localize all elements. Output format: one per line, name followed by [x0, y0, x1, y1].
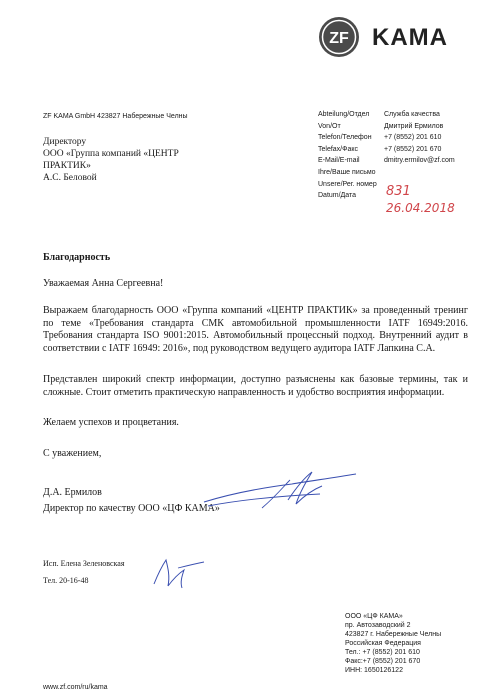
meta-row-fax [318, 145, 493, 157]
meta-row-from [318, 122, 493, 134]
meta-label: Ihre/Ваше письмо [318, 168, 376, 176]
zf-emblem-text: ZF [329, 30, 349, 47]
recipient-line: ООО «Группа компаний «ЦЕНТР [43, 149, 179, 159]
meta-value: Дмитрий Ермилов [384, 122, 444, 130]
zf-emblem-logo [318, 16, 360, 58]
meta-value: +7 (8552) 201 610 [384, 134, 442, 142]
executor-phone: Тел. 20-16-48 [43, 576, 89, 585]
meta-label: E-Mail/E-mail [318, 157, 360, 165]
executor-name: Исп. Елена Зеленовская [43, 559, 125, 568]
handwritten-reg-number: 831 [386, 184, 411, 199]
footer-address-line: 423827 г. Набережные Челны [345, 631, 442, 638]
recipient-block [43, 136, 243, 184]
handwritten-date: 26.04.2018 [386, 201, 455, 215]
footer-address-line: Факс:+7 (8552) 201 670 [345, 658, 421, 665]
meta-label: Telefax/Факс [318, 145, 358, 153]
signatory-title: Директор по качеству ООО «ЦФ КАМА» [43, 503, 220, 514]
closing-phrase: С уважением, [43, 448, 102, 459]
footer-address-line: пр. Автозаводский 2 [345, 622, 411, 629]
meta-row-department [318, 110, 493, 122]
recipient-line: А.С. Беловой [43, 173, 97, 183]
footer-address-line: Российская Федерация [345, 640, 421, 647]
meta-value: Служба качества [384, 111, 440, 118]
meta-value: dmitry.ermilov@zf.com [384, 157, 455, 165]
body-paragraph: Выражаем благодарность ООО «Группа компаний «ЦЕНТР ПРАКТИК» за проведенный тренинг по теме «Требования стандарта СМК автомобильной промышленности IATF 16949:2016. Требования стандарта ISO 9001:2015. Автомобильный процессный подход. Внутренний аудит в соответствии с IATF 16949: 2016», под руководством ведущего аудитора IATF Лапкина С.А. [43, 305, 468, 354]
meta-label: Datum/Дата [318, 192, 357, 200]
letter-subject: Благодарность [43, 252, 111, 263]
meta-label: Abteilung/Отдел [318, 111, 370, 118]
recipient-line: Директору [43, 137, 87, 147]
recipient-line: ПРАКТИК» [43, 161, 91, 171]
handwritten-signature [200, 466, 360, 516]
meta-row-your-letter [318, 168, 493, 180]
meta-value: +7 (8552) 201 670 [384, 145, 442, 153]
footer-address-line: Тел.: +7 (8552) 201 610 [345, 649, 420, 656]
meta-label: Von/От [318, 122, 341, 130]
meta-label: Telefon/Телефон [318, 134, 372, 142]
footer-address-block [345, 612, 495, 675]
signatory-name: Д.А. Ермилов [43, 487, 102, 498]
brand-logo-text: KAMA [372, 24, 448, 51]
body-paragraph: Желаем успехов и процветания. [43, 417, 179, 428]
meta-label: Unsere/Рег. номер [318, 180, 377, 188]
footer-website: www.zf.com/ru/kama [43, 684, 108, 691]
body-paragraph: Представлен широкий спектр информации, доступно разъяснены как базовые термины, так и сложные. Стоит отметить практическую направленность и удобство восприятия информации. [43, 374, 468, 398]
meta-row-email [318, 156, 493, 168]
footer-address-line: ООО «ЦФ КАМА» [345, 613, 403, 620]
letter-greeting: Уважаемая Анна Сергеевна! [43, 278, 164, 289]
meta-row-phone [318, 133, 493, 145]
footer-address-line: ИНН: 1650126122 [345, 667, 403, 674]
handwritten-initials [148, 552, 208, 592]
sender-line: ZF KAMA GmbH 423827 Набережные Челны [43, 113, 188, 120]
